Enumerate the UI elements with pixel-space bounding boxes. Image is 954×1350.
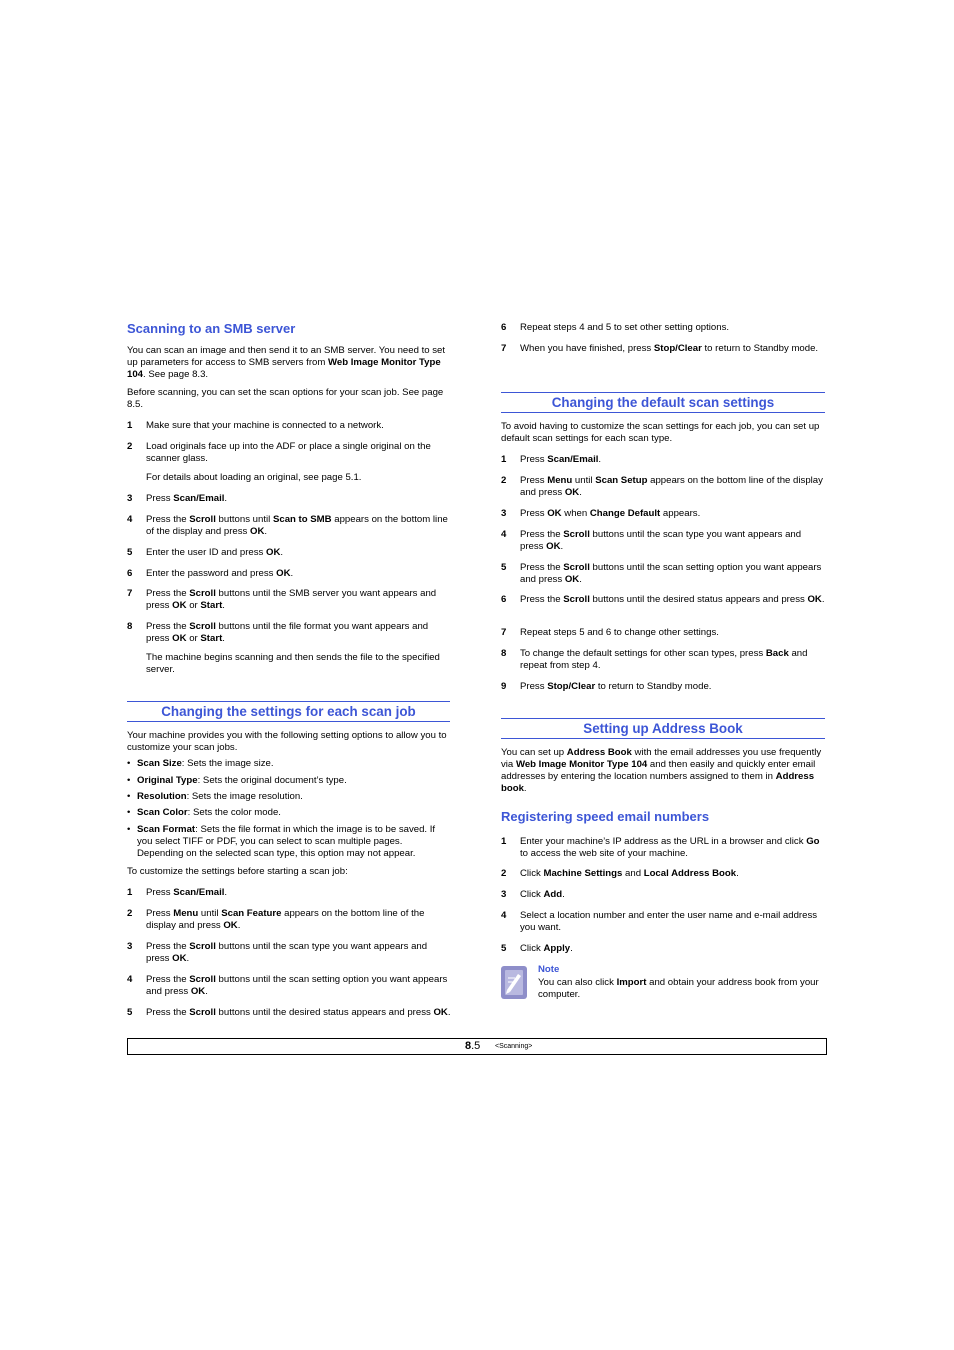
page-footer	[127, 1038, 827, 1055]
step-text: Press the Scroll buttons until the scan setting option you want appears and press OK.	[146, 974, 448, 997]
step-text: The machine begins scanning and then sends the file to the specified server.	[146, 652, 440, 675]
bullet-icon: •	[127, 824, 131, 835]
bullet-text: Scan Size: Sets the image size.	[137, 758, 274, 769]
step-number: 8	[501, 648, 507, 659]
step-number: 2	[501, 475, 507, 486]
step-number: 6	[501, 594, 507, 605]
step-number: 1	[501, 836, 507, 847]
step-number: 7	[501, 627, 507, 638]
step-number: 5	[501, 562, 507, 573]
step-text: Click Add.	[520, 889, 565, 900]
step-text: Enter your machine’s IP address as the URL in a browser and click Go to access the web site of your machine.	[520, 836, 820, 859]
bullet-icon: •	[127, 758, 131, 769]
bullet-text: Original Type: Sets the original document’s type.	[137, 775, 347, 786]
section-header-address-book	[501, 718, 825, 739]
step-text: Press Scan/Email.	[146, 493, 228, 504]
step-text: Press the Scroll buttons until the scan type you want appears and press OK.	[520, 529, 802, 552]
step-text: Enter the user ID and press OK.	[146, 547, 284, 558]
default-intro: To avoid having to customize the scan settings for each job, you can set up default scan settings for each scan type.	[501, 421, 820, 444]
step-number: 6	[501, 322, 507, 333]
step-text: To change the default settings for other scan types, press Back and repeat from step 4.	[520, 648, 808, 671]
step-text: For details about loading an original, see page 5.1.	[146, 472, 362, 483]
step-text: Press Scan/Email.	[520, 454, 602, 465]
step-number: 3	[501, 508, 507, 519]
step-number: 2	[127, 441, 133, 452]
step-text: Press Stop/Clear to return to Standby mode.	[520, 681, 712, 692]
step-number: 5	[127, 1007, 133, 1018]
bullet-icon: •	[127, 791, 131, 802]
note-text: You can also click Import and obtain your address book from your computer.	[538, 977, 819, 1000]
step-text: Make sure that your machine is connected to a network.	[146, 420, 384, 431]
bullet-icon: •	[127, 807, 131, 818]
step-text: Press the Scroll buttons until the scan setting option you want appears and press OK.	[520, 562, 822, 585]
step-number: 8	[127, 621, 133, 632]
smb-intro-2: Before scanning, you can set the scan options for your scan job. See page 8.5.	[127, 387, 444, 410]
each-before: To customize the settings before starting a scan job:	[127, 866, 348, 877]
step-text: Enter the password and press OK.	[146, 568, 294, 579]
step-number: 4	[127, 974, 133, 985]
step-text: Repeat steps 4 and 5 to set other setting options.	[520, 322, 730, 333]
step-number: 4	[501, 910, 507, 921]
step-text: Load originals face up into the ADF or place a single original on the scanner glass.	[146, 441, 431, 464]
section-header-default-settings	[501, 392, 825, 413]
step-number: 7	[501, 343, 507, 354]
step-text: Click Machine Settings and Local Address Book.	[520, 868, 739, 879]
step-text: Press the Scroll buttons until the scan type you want appears and press OK.	[146, 941, 428, 964]
bullet-text: Scan Color: Sets the color mode.	[137, 807, 281, 818]
step-text: Press the Scroll buttons until the file format you want appears and press OK or Start.	[146, 621, 429, 644]
bullet-text: Scan Format: Sets the file format in which the image is to be saved. If you select TIFF or PDF, you can select to scan multiple pages. Depending on the selected scan type, this option may not appear.	[137, 824, 436, 859]
page-number: 8.5	[465, 1040, 481, 1052]
step-text: Press the Scroll buttons until Scan to SMB appears on the bottom line of the display and press OK.	[146, 514, 448, 537]
step-number: 3	[127, 493, 133, 504]
smb-intro-1: You can scan an image and then send it to an SMB server. You need to set up parameters for access to SMB servers from Web Image Monitor Type 104. See page 8.3.	[127, 345, 446, 380]
step-number: 7	[127, 588, 133, 599]
heading-default-settings: Changing the default scan settings	[551, 395, 775, 410]
step-number: 3	[127, 941, 133, 952]
step-number: 3	[501, 889, 507, 900]
step-text: Press OK when Change Default appears.	[520, 508, 701, 519]
step-number: 1	[127, 887, 133, 898]
step-number: 6	[127, 568, 133, 579]
step-number: 5	[127, 547, 133, 558]
step-text: Press the Scroll buttons until the desired status appears and press OK.	[146, 1007, 451, 1018]
step-number: 9	[501, 681, 507, 692]
step-number: 2	[501, 868, 507, 879]
note-title: Note	[538, 964, 560, 975]
step-text: Press the Scroll buttons until the SMB server you want appears and press OK or Start.	[146, 588, 437, 611]
section-header-each-scan-job	[127, 701, 450, 722]
each-intro: Your machine provides you with the following setting options to allow you to customize your scan jobs.	[127, 730, 447, 753]
step-number: 4	[127, 514, 133, 525]
note-icon	[501, 966, 527, 999]
step-number: 4	[501, 529, 507, 540]
chapter-name: <Scanning>	[495, 1043, 533, 1050]
heading-each-scan-job: Changing the settings for each scan job	[161, 704, 416, 719]
bullet-text: Resolution: Sets the image resolution.	[137, 791, 303, 802]
heading-speed-email: Registering speed email numbers	[501, 809, 710, 824]
step-text: Repeat steps 5 and 6 to change other settings.	[520, 627, 719, 638]
step-text: Press the Scroll buttons until the desired status appears and press OK.	[520, 594, 825, 605]
step-text: Press Menu until Scan Setup appears on the bottom line of the display and press OK.	[520, 475, 823, 498]
step-number: 5	[501, 943, 507, 954]
step-number: 1	[501, 454, 507, 465]
address-intro: You can set up Address Book with the email addresses you use frequently via Web Image Monitor Type 104 and then easily and quickly enter email addresses by entering the location numbers assigned to them in Address book.	[501, 747, 822, 794]
step-text: Press Menu until Scan Feature appears on the bottom line of the display and press OK.	[146, 908, 425, 931]
step-text: Select a location number and enter the user name and e-mail address you want.	[520, 910, 818, 933]
bullet-icon: •	[127, 775, 131, 786]
step-number: 1	[127, 420, 133, 431]
step-number: 2	[127, 908, 133, 919]
heading-smb: Scanning to an SMB server	[127, 321, 296, 336]
step-text: Click Apply.	[520, 943, 573, 954]
step-text: Press Scan/Email.	[146, 887, 228, 898]
heading-address-book: Setting up Address Book	[583, 721, 743, 736]
step-text: When you have finished, press Stop/Clear to return to Standby mode.	[520, 343, 819, 354]
